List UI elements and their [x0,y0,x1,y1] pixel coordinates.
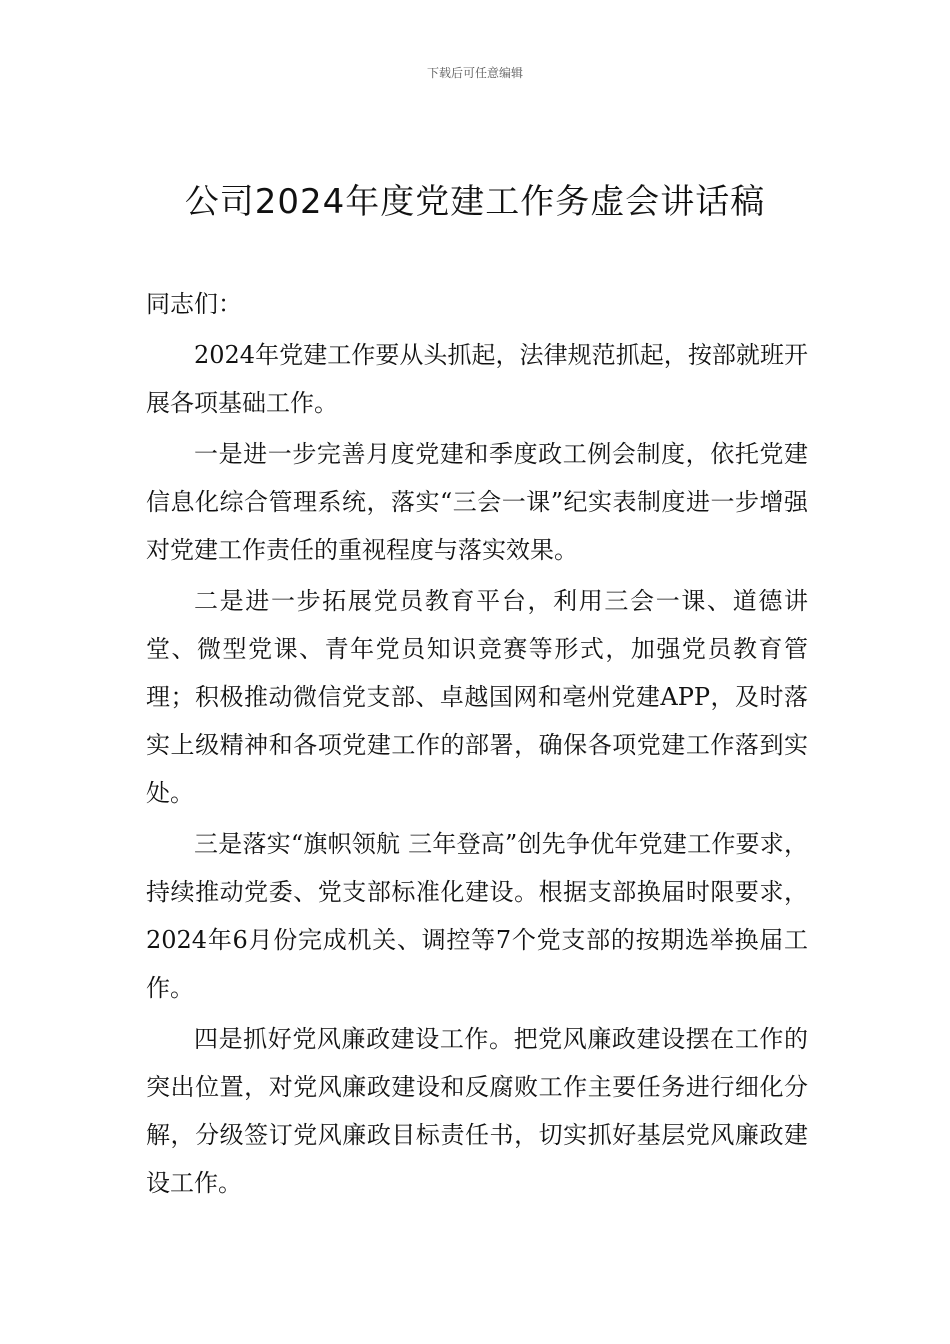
header-note: 下载后可任意编辑 [426,66,523,80]
document-title: 公司2024年度党建工作务虚会讲话稿 [184,182,766,222]
body-paragraph: 2024年党建工作要从头抓起，法律规范抓起，按部就班开展各项基础工作。 [146,341,808,417]
body-paragraph: 一是进一步完善月度党建和季度政工例会制度，依托党建信息化综合管理系统，落实“三会一课”纪实表制度进一步增强对党建工作责任的重视程度与落实效果。 [146,440,808,564]
body-paragraph: 二是进一步拓展党员教育平台，利用三会一课、道德讲堂、微型党课、青年党员知识竞赛等形式，加强党员教育管理；积极推动微信党支部、卓越国网和亳州党建APP，及时落实上级精神和各项党建工作的部署，确保各项党建工作落到实处。 [146,587,808,807]
document-body [146,280,808,1207]
body-paragraph: 三是落实“旗帜领航 三年登高”创先争优年党建工作要求，持续推动党委、党支部标准化建设。根据支部换届时限要求，2024年6月份完成机关、调控等7个党支部的按期选举换届工作。 [146,830,808,1002]
body-paragraph: 四是抓好党风廉政建设工作。把党风廉政建设摆在工作的突出位置，对党风廉政建设和反腐败工作主要任务进行细化分解，分级签订党风廉政目标责任书，切实抓好基层党风廉政建设工作。 [146,1025,808,1197]
salutation: 同志们： [146,290,242,318]
